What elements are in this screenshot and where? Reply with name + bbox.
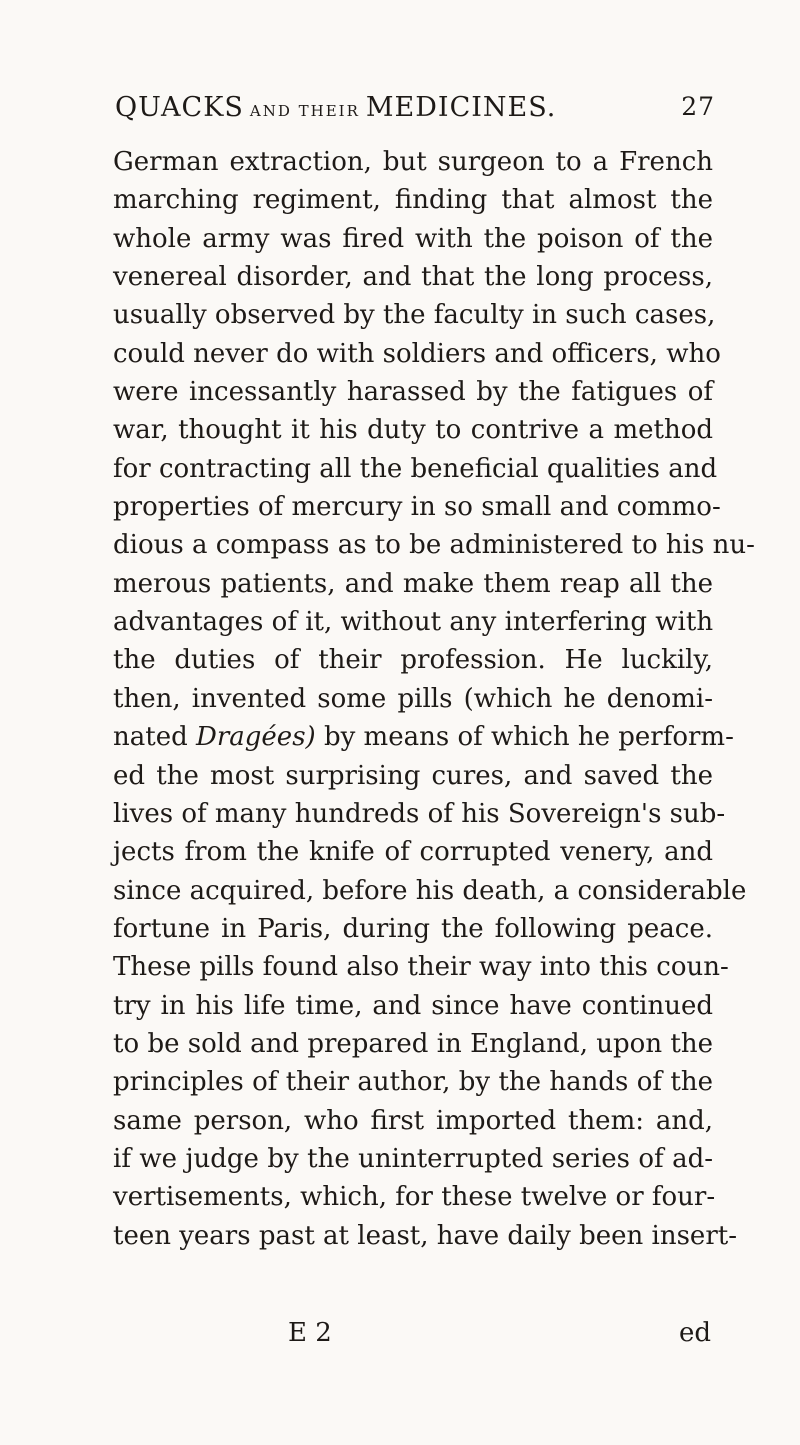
- text-line: advantages of it, without any interfering with: [113, 607, 714, 638]
- italic-term: Dragées): [196, 722, 316, 753]
- text-line: try in his life time, and since have continued: [113, 990, 713, 1021]
- text-line: to be sold and prepared in England, upon the: [113, 1028, 713, 1059]
- text-line: venereal disorder, and that the long process,: [113, 262, 713, 293]
- running-header: [115, 92, 715, 136]
- text-line: then, invented some pills (which he denomi-: [113, 683, 713, 714]
- body-text: [113, 143, 755, 1255]
- text-line: vertisements, which, for these twelve or four-: [113, 1182, 716, 1213]
- text-line: war, thought it his duty to contrive a method: [113, 415, 713, 446]
- text-line: principles of their author, by the hands of the: [113, 1067, 713, 1098]
- running-title-small-caps: AND THEIR: [249, 102, 360, 120]
- text-line: for contracting all the beneficial qualities and: [113, 453, 718, 484]
- text-line: fortune in Paris, during the following peace.: [113, 913, 713, 944]
- text-line: whole army was fired with the poison of the: [113, 223, 713, 254]
- text-line: marching regiment, finding that almost the: [113, 185, 713, 216]
- running-title-word-2: MEDICINES.: [365, 92, 557, 123]
- line-text-before: nated: [113, 722, 196, 753]
- text-line: dious a compass as to be administered to his nu-: [113, 530, 755, 561]
- text-line-with-italic: [113, 718, 734, 756]
- running-title: [115, 92, 556, 123]
- text-line: since acquired, before his death, a considerable: [113, 875, 747, 906]
- page-footer: [288, 1318, 711, 1358]
- text-line: properties of mercury in so small and commo-: [113, 492, 721, 523]
- text-line: ed the most surprising cures, and saved the: [113, 760, 713, 791]
- text-line: German extraction, but surgeon to a French: [113, 147, 713, 177]
- text-line: These pills found also their way into this coun-: [113, 952, 729, 983]
- text-line: jects from the knife of corrupted venery, and: [113, 837, 713, 868]
- text-line: usually observed by the faculty in such cases,: [113, 300, 716, 331]
- line-text-after: by means of which he perform-: [315, 722, 734, 753]
- running-title-word-1: QUACKS: [115, 92, 244, 123]
- text-line: merous patients, and make them reap all the: [113, 568, 713, 599]
- catchword: ed: [678, 1318, 711, 1348]
- page-number: 27: [681, 92, 715, 121]
- text-line: same person, who first imported them: and,: [113, 1105, 713, 1136]
- text-line: teen years past at least, have daily been insert-: [113, 1220, 737, 1251]
- text-line: could never do with soldiers and officers, who: [113, 338, 721, 369]
- text-line: the duties of their profession. He luckily,: [113, 645, 713, 676]
- text-line: were incessantly harassed by the fatigues of: [113, 377, 713, 408]
- text-line: if we judge by the uninterrupted series of ad-: [113, 1143, 713, 1174]
- signature-mark: E 2: [288, 1318, 332, 1348]
- text-line: lives of many hundreds of his Sovereign's sub-: [113, 798, 726, 829]
